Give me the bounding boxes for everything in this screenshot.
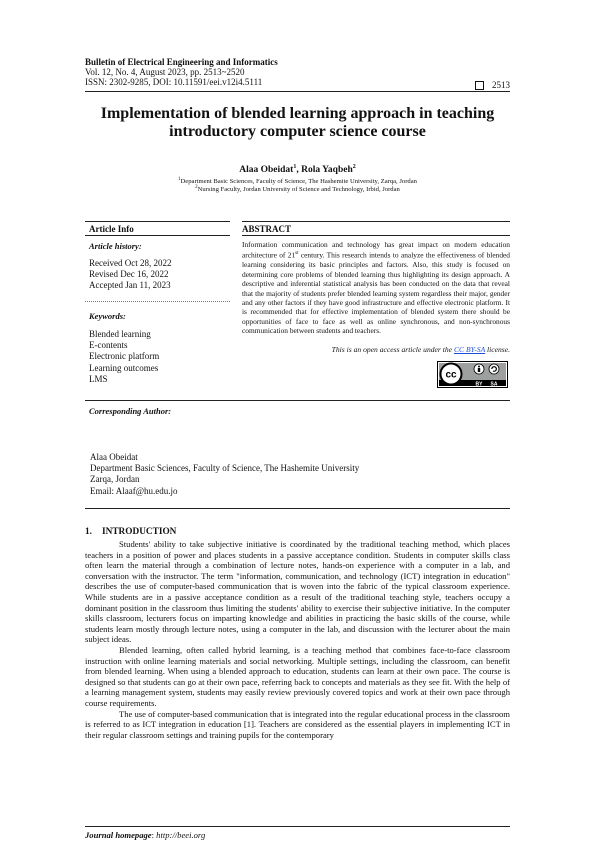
corresponding-top-rule xyxy=(85,400,510,401)
abstract-text-part-1: Information communication and technology has great impact on modern education architecture of 21 xyxy=(242,240,510,260)
keywords-list xyxy=(89,329,159,385)
history-divider xyxy=(85,301,230,302)
introduction-body xyxy=(85,539,510,740)
corresponding-city: Zarqa, Jordan xyxy=(90,474,140,485)
journal-issn: ISSN: 2302-9285, DOI: 10.11591/eei.v12i4.5111 xyxy=(85,77,263,87)
article-info-bottom-rule xyxy=(85,235,230,236)
abstract-top-rule xyxy=(242,221,510,222)
paragraph: The use of computer-based communication that is integrated into the regular educational process in the classroom is referred to as ICT integration in education [1]. Teachers are considered as the essential players in implementing ICT in their regular classroom settings and training pupils for the contemporary xyxy=(85,708,510,740)
keyword: E-contents xyxy=(89,340,128,351)
corresponding-heading: Corresponding Author: xyxy=(89,406,172,416)
corresponding-bottom-rule xyxy=(85,508,510,509)
cc-by-sa-link[interactable]: CC BY-SA xyxy=(453,345,486,354)
homepage-label: Journal homepage xyxy=(85,830,152,840)
accepted-date: Accepted Jan 11, 2023 xyxy=(89,280,171,291)
corresponding-email: Email: Alaaf@hu.edu.jo xyxy=(90,485,178,496)
abstract-superscript: st xyxy=(295,251,299,257)
corresponding-dept: Department Basic Sciences, Faculty of Science, The Hashemite University xyxy=(90,463,360,474)
homepage-colon: : xyxy=(151,830,157,840)
article-history xyxy=(89,258,171,292)
keyword: Learning outcomes xyxy=(89,362,159,373)
paragraph: Blended learning, often called hybrid learning, is a teaching method that combines face-to-face classroom instruction with online learning materials and social networking. Multiple settings, including the classroom, can benefit from blended learning. When using a blended approach to education, students can learn at their own pace. The course is designed so that students can go at their own pace, referring back to concepts and materials as they see fit. With the help of a learning management system, students may easily review previously covered topics and work at their own pace through course requirements. xyxy=(85,644,510,708)
keyword: Electronic platform xyxy=(89,351,160,362)
abstract-heading: ABSTRACT xyxy=(242,224,292,234)
by-label: BY xyxy=(475,381,483,388)
page-number: 2513 xyxy=(492,80,510,90)
open-access-text: This is an open access article under the xyxy=(331,345,454,354)
abstract-text-part-2: century. This research intends to analyze the effectiveness of blended learning considering its basic principles and factors. Also, this study is focused on determining core problems of blended learning thus highlighting its design approach. A descriptive and inferential statistical analysis has been conducted on the data that reveal that the majority of students prefer blended learning system regardless their major, gender and any other factors if they have good infrastructure and effective electronic platform. It is recommended that for effective implementation of blended system there should be opportunities of face to face as well as online synchronous, and non-synchronous communication between students and teachers. xyxy=(242,250,510,336)
corresponding-details xyxy=(90,452,359,497)
article-info-heading: Article Info xyxy=(89,224,134,234)
revised-date: Revised Dec 16, 2022 xyxy=(89,269,169,280)
author-separator: , xyxy=(296,165,302,176)
section-title: INTRODUCTION xyxy=(102,527,177,537)
author-2-sup: 2 xyxy=(352,164,356,170)
abstract-bottom-rule xyxy=(242,235,510,236)
paper-title xyxy=(85,105,510,141)
sa-label: SA xyxy=(490,381,498,388)
journal-header xyxy=(85,57,278,87)
author-2: Rola Yaqbeh xyxy=(301,165,353,176)
journal-title: Bulletin of Electrical Engineering and Informatics xyxy=(85,57,278,67)
keyword: Blended learning xyxy=(89,329,151,339)
cc-badge-graphic xyxy=(437,361,508,388)
article-history-heading: Article history: xyxy=(89,241,142,251)
cc-by-sa-badge[interactable] xyxy=(437,361,508,388)
keywords-heading: Keywords: xyxy=(89,311,126,321)
paragraph: Students' ability to take subjective initiative is coordinated by the traditional teaching method, which places teachers in a position of power and places students in a passive acceptance condition. Students in computer skills class often learn the material through a combination of lecture notes, hands-on experience with a computer in a lab, and conversation with the instructor. The term "information, communication, and technology (ICT) integration in education" describes the use of computer-based communication that is woven into the fabric of the typical classroom experience. While students are in a passive acceptance condition as a result of the traditional teaching style, teachers occupy a dominant position in the classroom thus limiting the students' ability to exercise their subjective initiative. In the computer skills classroom, lecturers focus on imparting knowledge and abilities in practicing the basic skills of the course, while students learn mostly through lecture notes, using a computer in the lab, and discussion with the lecturer about the main subject ideas. xyxy=(85,539,510,645)
keyword: LMS xyxy=(89,373,108,384)
section-number: 1. xyxy=(85,527,92,537)
journal-homepage xyxy=(85,830,205,840)
page-number-block xyxy=(475,80,510,90)
received-date: Received Oct 28, 2022 xyxy=(89,258,172,268)
affiliation-1-text: Department Basic Sciences, Faculty of Science, The Hashemite University, Zarqa, Jordan xyxy=(180,178,417,186)
affiliation-2 xyxy=(85,184,510,194)
journal-volume: Vol. 12, No. 4, August 2023, pp. 2513~2520 xyxy=(85,67,245,77)
title-line-2: introductory computer science course xyxy=(169,123,426,140)
author-1: Alaa Obeidat xyxy=(239,165,294,176)
square-icon xyxy=(475,81,484,90)
corresponding-name: Alaa Obeidat xyxy=(90,452,138,462)
affiliation-2-text: Nursing Faculty, Jordan University of Science and Technology, Irbid, Jordan xyxy=(197,186,400,194)
article-info-top-rule xyxy=(85,221,230,222)
authors xyxy=(85,164,510,175)
open-access-license-text: license. xyxy=(485,345,510,354)
cc-badge-label: cc xyxy=(445,369,457,381)
affiliation-2-sup: 2 xyxy=(195,185,198,190)
title-line-1: Implementation of blended learning approach in teaching xyxy=(100,105,495,122)
abstract-text xyxy=(242,240,510,336)
open-access-note xyxy=(242,345,510,354)
affiliation-1-sup: 1 xyxy=(178,177,181,182)
footer-rule xyxy=(85,826,510,827)
homepage-link[interactable]: http://beei.org xyxy=(156,830,206,840)
introduction-heading xyxy=(85,527,176,537)
header-rule xyxy=(85,91,510,92)
author-1-sup: 1 xyxy=(293,164,297,170)
